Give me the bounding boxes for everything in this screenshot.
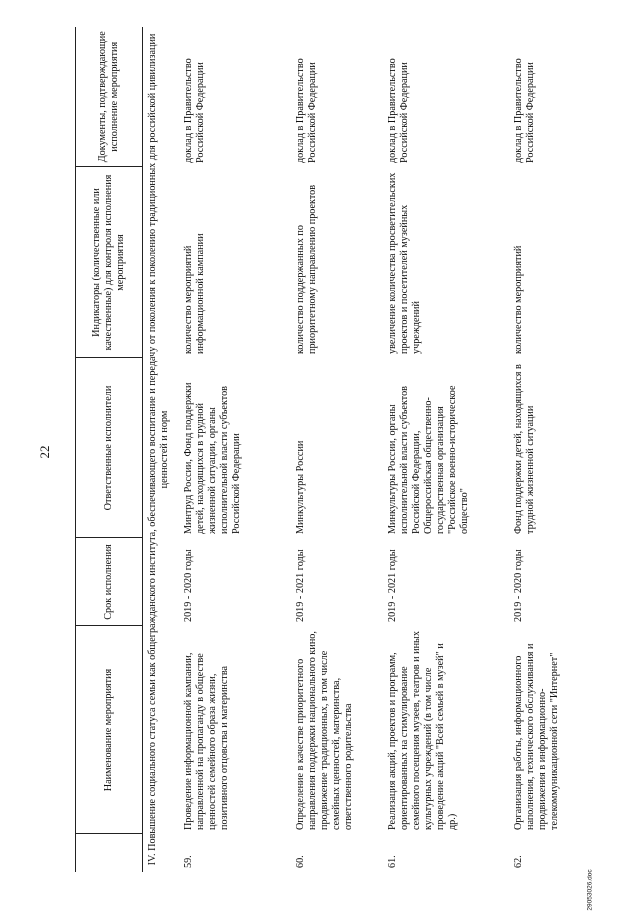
row-num: 59. [183,855,195,868]
row-executors: Минтруд России, Фонд поддержки детей, находящихся в трудной жизненной ситуации, органы исполнительной власти субъектов Российской Федерации [183,382,243,534]
header-name: Наименование мероприятия [76,626,143,834]
row-indicators: количество поддержанных по приоритетному направлению проектов [295,184,319,354]
section-row [143,27,178,872]
header-indicators: Индикаторы (количественные или качественные) для контроля исполнения мероприятия [76,167,143,358]
row-documents: доклад в Правительство Российской Федерации [513,58,537,163]
footer-filename-text: 29053026.doc [586,869,594,911]
page-number-text: 22 [37,445,52,459]
row-name: Реализация акций, проектов и программ, ориентированных на стимулирование семейного посещения музеев, театров и иных культурных учреждений (в том числе проведение акций "Всей семьей в музей" и др.) [387,631,459,830]
section-title [143,27,178,872]
row-term: 2019 - 2021 годы [295,549,307,622]
row-term: 2019 - 2020 годы [513,549,525,622]
row-name: Проведение информационной кампании, направленной на пропаганду в обществе ценностей семейного образа жизни, позитивного отцовства и материнства [183,652,231,830]
header-executors: Ответственные исполнители [76,358,143,538]
section-title-text: IV. Повышение социального статуса семьи как общегражданского института, обеспечивающего воспитание и передачу от поколения к поколению традиционных для российской цивилизации ценностей и норм [147,33,171,866]
header-term: Срок исполнения [76,538,143,626]
row-indicators: увеличение количества просветительских проектов и посетителей музейных учреждений [387,172,423,354]
row-documents: доклад в Правительство Российской Федерации [387,58,411,163]
header-documents: Документы, подтверждающие исполнение мероприятия [76,27,143,167]
row-name: Определение в качестве приоритетного направления поддержки национального кино, продвижение традиционных, в том числе семейных ценностей, материнства, ответственного родительства [295,631,355,830]
row-num: 62. [513,855,525,868]
header-num [76,834,143,872]
row-indicators: количество мероприятий [513,245,525,354]
rotated-page-content [75,27,565,872]
row-num: 61. [387,855,399,868]
table-row [177,27,289,872]
table-row [289,27,381,872]
row-num: 60. [295,855,307,868]
table-row [507,27,581,872]
row-name: Организация работы, информационного наполнения, технического обслуживания и продвижения в информационно-телекоммуникационной сети "Интернет" [513,643,561,830]
table-header-row [76,27,143,872]
measures-table [75,27,581,872]
row-documents: доклад в Правительство Российской Федерации [183,58,207,163]
row-executors: Минкультуры России [295,440,307,534]
row-term: 2019 - 2021 годы [387,549,399,622]
row-term: 2019 - 2020 годы [183,549,195,622]
row-documents: доклад в Правительство Российской Федерации [295,58,319,163]
row-executors: Минкультуры России, органы исполнительной власти субъектов Российской Федерации, Общероссийская общественно-государственная организация "Российское военно-историческое общество" [387,385,471,534]
table-row [381,27,507,872]
row-indicators: количество мероприятий информационной кампании [183,233,207,354]
row-executors: Фонд поддержки детей, находящихся в трудной жизненной ситуации [513,364,537,534]
